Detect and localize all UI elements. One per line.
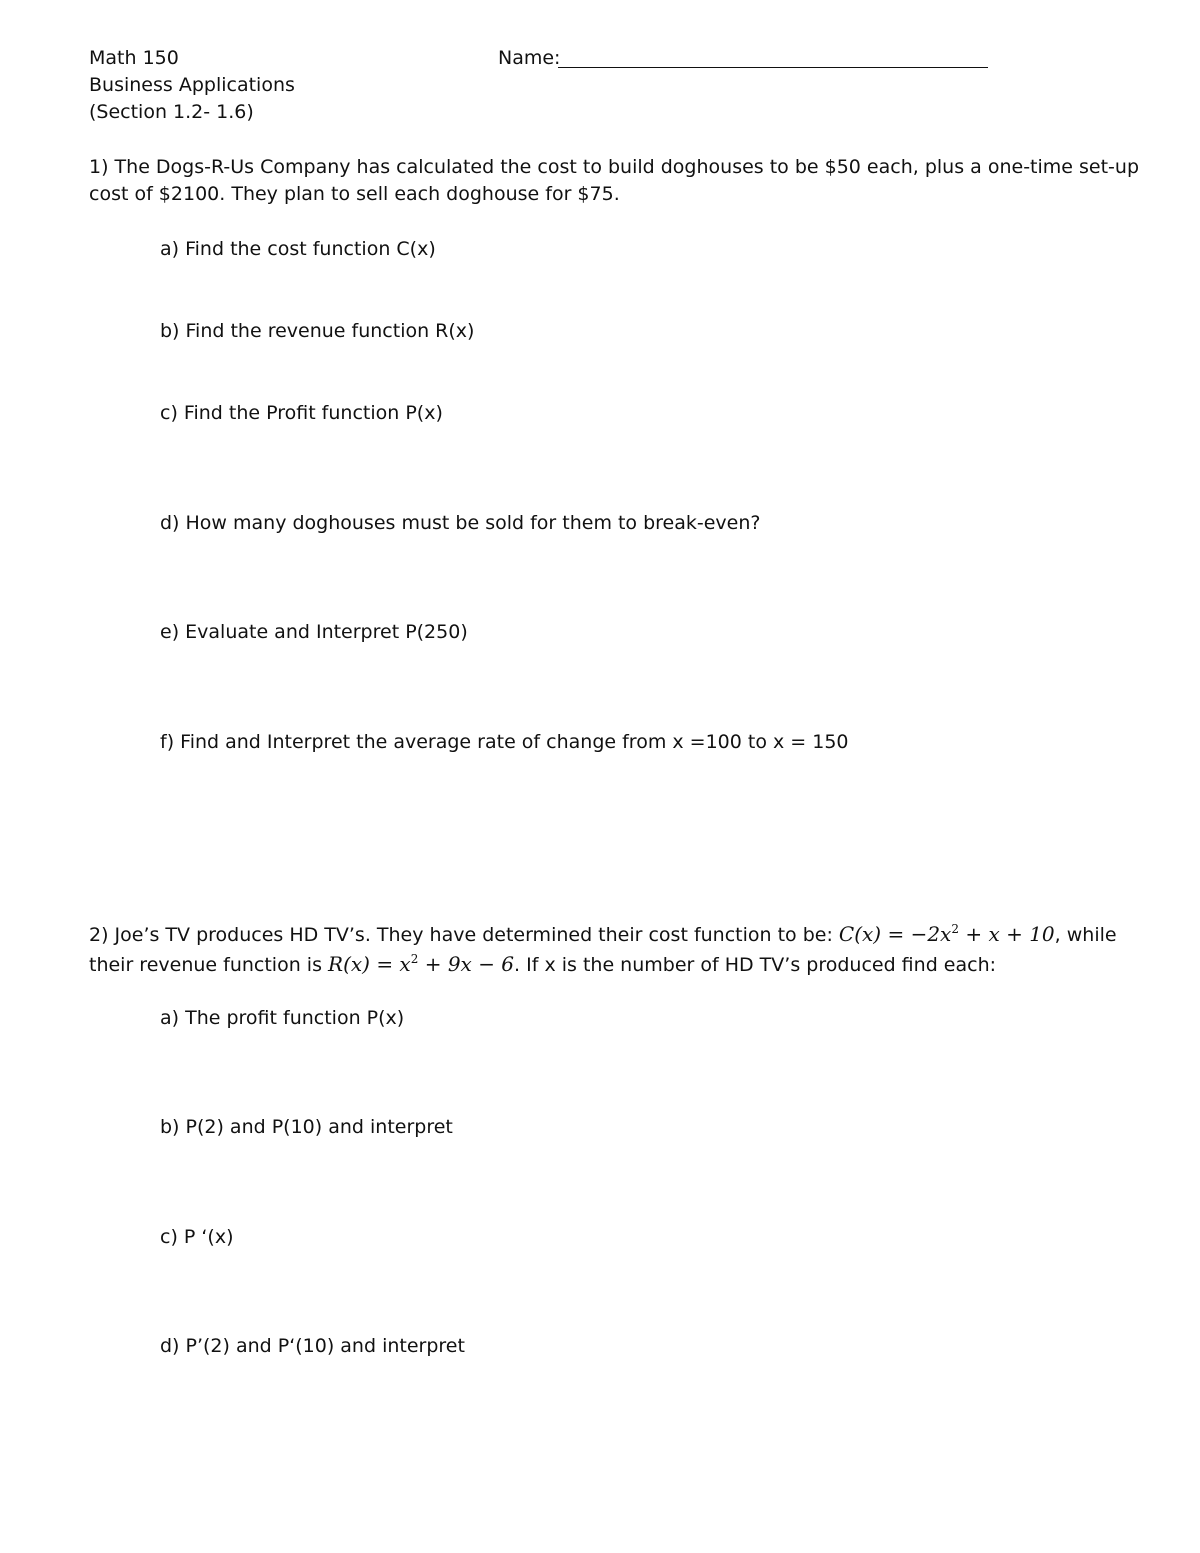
problem-1b: b) Find the revenue function R(x) <box>160 320 475 342</box>
problem-1-statement-line-2: cost of $2100. They plan to sell each doghouse for $75. <box>89 183 620 205</box>
name-blank-line <box>558 67 988 68</box>
worksheet-topic: Business Applications <box>89 74 295 96</box>
section-reference: (Section 1.2- 1.6) <box>89 101 254 123</box>
problem-1c: c) Find the Profit function P(x) <box>160 402 443 424</box>
problem-1-statement-line-1: 1) The Dogs-R-Us Company has calculated the cost to build doghouses to be $50 each, plus a one-time set-up <box>89 156 1140 178</box>
problem-2a: a) The profit function P(x) <box>160 1007 405 1029</box>
problem-2-statement-line-1: 2) Joe’s TV produces HD TV’s. They have determined their cost function to be: $C(x) = -2x^2 + x + 10$, while <box>89 922 1117 946</box>
problem-2d: d) P’(2) and P‘(10) and interpret <box>160 1335 465 1357</box>
problem-2-intro-text: 2) Joe’s TV produces HD TV’s. They have determined their cost function to be: <box>89 924 839 946</box>
problem-1e: e) Evaluate and Interpret P(250) <box>160 621 468 643</box>
course-title: Math 150 <box>89 47 179 69</box>
problem-1f: f) Find and Interpret the average rate of change from x =100 to x = 150 <box>160 731 849 753</box>
problem-1a: a) Find the cost function C(x) <box>160 238 436 260</box>
cost-function-equation: $C(x) = -2x^2 + x + 10$ <box>838 922 1055 946</box>
problem-2b: b) P(2) and P(10) and interpret <box>160 1116 453 1138</box>
revenue-function-equation: $R(x) = x^2 + 9x - 6$ <box>328 952 515 976</box>
problem-2-statement-line-2: their revenue function is $R(x) = x^2 + 9x - 6$. If x is the number of HD TV’s produced find each: <box>89 952 997 976</box>
problem-2c: c) P ‘(x) <box>160 1226 234 1248</box>
name-label: Name: <box>498 47 561 69</box>
problem-1d: d) How many doghouses must be sold for them to break-even? <box>160 512 761 534</box>
